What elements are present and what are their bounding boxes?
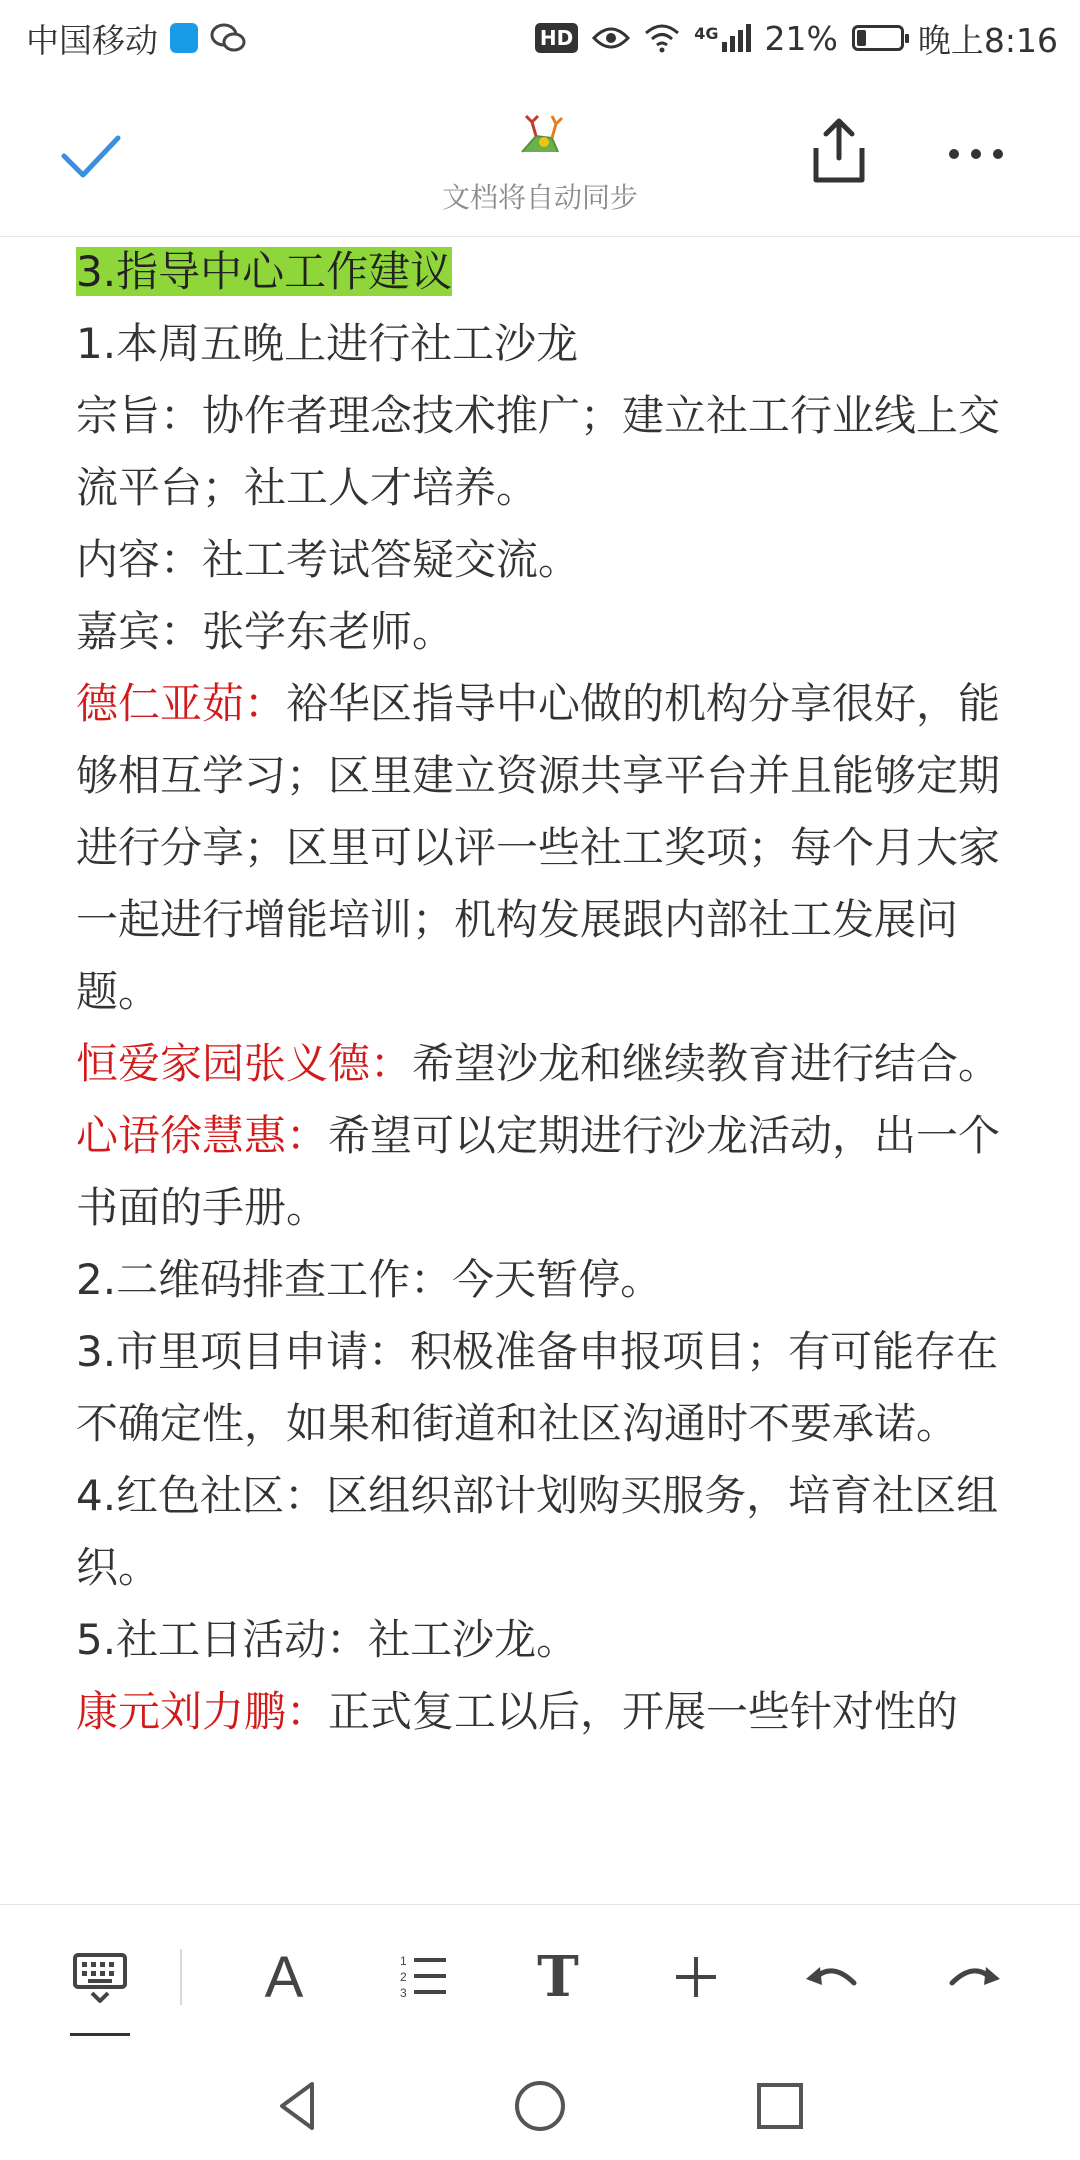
paragraph-text: 宗旨：协作者理念技术推广；建立社工行业线上交流平台；社工人才培养。 [76, 391, 1001, 512]
paragraph [76, 524, 1006, 596]
wechat-icon [210, 22, 246, 54]
paragraph [76, 1316, 1006, 1460]
home-icon[interactable] [508, 2074, 572, 2138]
paragraph [76, 1604, 1006, 1676]
numbered-list-icon[interactable] [392, 1945, 456, 2009]
font-icon[interactable] [252, 1945, 316, 2009]
text-style-icon[interactable] [526, 1945, 590, 2009]
recents-icon[interactable] [748, 2074, 812, 2138]
section-heading [76, 236, 1006, 308]
document-body[interactable] [76, 236, 1006, 1902]
font-icon-label: A [264, 1944, 304, 2010]
more-icon[interactable] [946, 146, 1006, 162]
document-app-bar [0, 76, 1080, 237]
paragraph [76, 596, 1006, 668]
battery-icon [852, 25, 904, 51]
eye-comfort-icon [592, 24, 630, 52]
insert-plus-icon[interactable] [664, 1945, 728, 2009]
shield-app-icon [170, 23, 198, 53]
speaker-comment: 正式复工以后，开展一些针对性的 [328, 1687, 959, 1736]
speaker-name: 康元刘力鹏： [76, 1687, 329, 1736]
paragraph-text: 4.红色社区：区组织部计划购买服务，培育社区组织。 [76, 1471, 999, 1592]
paragraph-text: 1.本周五晚上进行社工沙龙 [76, 319, 579, 368]
speaker-paragraph [76, 1028, 1006, 1100]
paragraph-text: 内容：社工考试答疑交流。 [76, 535, 581, 584]
signal-icon [694, 24, 750, 52]
keyboard-hide-icon[interactable] [70, 1945, 130, 2009]
highlighted-heading: 3.指导中心工作建议 [76, 247, 453, 296]
speaker-name: 心语徐慧惠： [76, 1111, 329, 1160]
speaker-comment: 希望可以定期进行沙龙活动，出一个书面的手册。 [76, 1111, 1001, 1232]
back-icon[interactable] [268, 2074, 332, 2138]
speaker-name: 恒爱家园张义德： [76, 1039, 413, 1088]
auto-sync-label: 文档将自动同步 [441, 181, 638, 214]
deer-logo-icon [514, 112, 566, 160]
paragraph [76, 1244, 1006, 1316]
battery-percent: 21% [764, 18, 838, 58]
speaker-paragraph [76, 668, 1006, 1028]
speaker-name: 德仁亚茹： [76, 679, 287, 728]
network-type: 4G [694, 24, 719, 43]
hd-badge: HD [535, 23, 578, 53]
clock: 晚上8:16 [917, 20, 1058, 60]
paragraph-text: 2.二维码排查工作：今天暂停。 [76, 1255, 663, 1304]
redo-icon[interactable] [942, 1945, 1006, 2009]
paragraph [76, 308, 1006, 380]
carrier-label: 中国移动 [26, 20, 158, 60]
system-nav-bar [0, 2054, 1080, 2160]
speaker-paragraph [76, 1676, 1006, 1748]
svg-text:1: 1 [400, 1954, 407, 1968]
editor-toolbar [0, 1904, 1080, 2055]
toolbar-divider [180, 1949, 182, 2005]
svg-text:2: 2 [400, 1970, 407, 1984]
active-tab-underline [70, 2033, 130, 2036]
speaker-paragraph [76, 1100, 1006, 1244]
share-icon[interactable] [808, 116, 870, 186]
paragraph [76, 380, 1006, 524]
paragraph-text: 5.社工日活动：社工沙龙。 [76, 1615, 579, 1664]
paragraph [76, 1460, 1006, 1604]
paragraph-text: 嘉宾：张学东老师。 [76, 607, 455, 656]
undo-icon[interactable] [800, 1945, 864, 2009]
status-bar [0, 0, 1080, 76]
wifi-icon [644, 23, 680, 53]
speaker-comment: 希望沙龙和继续教育进行结合。 [412, 1039, 1001, 1088]
text-style-icon-label: T [537, 1944, 579, 2010]
speaker-comment: 裕华区指导中心做的机构分享很好，能够相互学习；区里建立资源共享平台并且能够定期进行分享；区里可以评一些社工奖项；每个月大家一起进行增能培训；机构发展跟内部社工发展问题。 [76, 679, 1001, 1016]
paragraph-text: 3.市里项目申请：积极准备申报项目；有可能存在不确定性，如果和街道和社区沟通时不要承诺。 [76, 1327, 999, 1448]
svg-text:3: 3 [400, 1986, 407, 2000]
